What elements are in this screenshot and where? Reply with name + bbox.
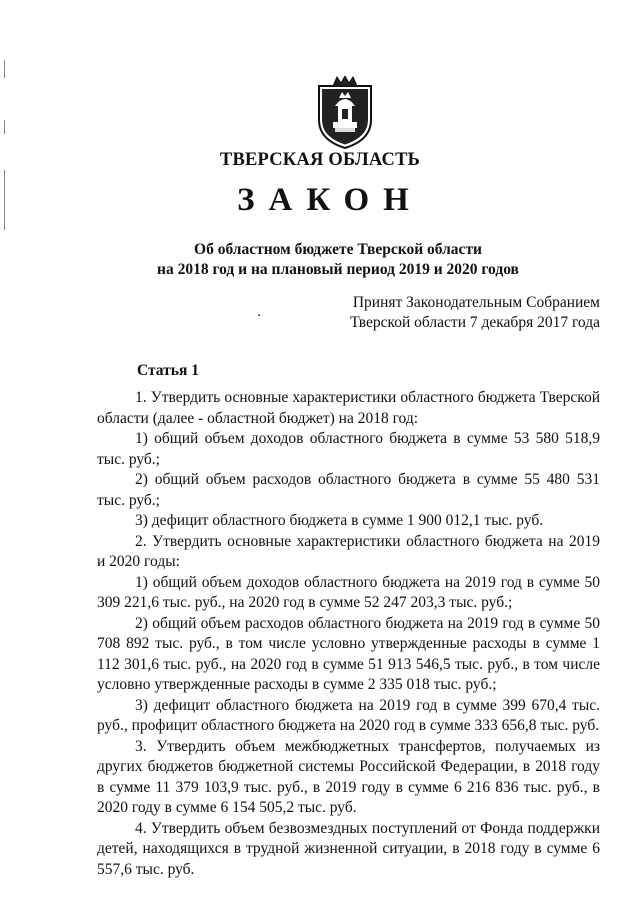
article-heading: Статья 1 [137,362,199,379]
law-subject-line-1: Об областном бюджете Тверской области [194,241,482,258]
article-paragraph: 1) общий объем доходов областного бюджета на 2019 год в сумме 50 309 221,6 тыс. руб., на 2020 год в сумме 52 247 203,3 тыс. руб.; [97,573,600,611]
scan-speck [258,314,260,316]
article-paragraph: 2) общий объем расходов областного бюджета в сумме 55 480 531 тыс. руб.; [97,471,600,509]
article-paragraph: 1. Утвердить основные характеристики областного бюджета Тверской области (далее - областной бюджет) на 2018 год: [97,389,600,427]
document-type-title: ЗАКОН [237,182,423,218]
law-subject [0,240,640,280]
article-paragraph: 4. Утвердить объем безвозмездных поступлений от Фонда поддержки детей, находящихся в трудной жизненной ситуации, в 2018 году в сумме 6 557,6 тыс. руб. [97,819,600,878]
article-paragraph: 2. Утвердить основные характеристики областного бюджета на 2019 и 2020 годы: [97,532,600,570]
tver-coat-of-arms-icon [315,76,375,150]
article-paragraph: 3) дефицит областного бюджета в сумме 1 900 012,1 тыс. руб. [135,512,544,529]
adoption-note-line-2: Тверской области 7 декабря 2017 года [350,314,600,331]
adoption-note-line-1: Принят Законодательным Собранием [352,294,600,311]
article-paragraph: 1) общий объем доходов областного бюджета в сумме 53 580 518,9 тыс. руб.; [97,430,600,468]
adoption-note [350,293,600,333]
law-subject-line-2: на 2018 год и на плановый период 2019 и 2020 годов [157,261,519,278]
region-name: ТВЕРСКАЯ ОБЛАСТЬ [219,150,421,170]
article-body [97,388,600,880]
article-paragraph: 3. Утвердить объем межбюджетных трансфертов, получаемых из других бюджетов бюджетной системы Российской Федерации, в 2018 году в сумме 11 379 103,9 тыс. руб., в 2019 году в сумме 6 216 836 тыс. руб., в 2020 году в сумме 6 154 505,2 тыс. руб. [97,737,600,816]
article-paragraph: 3) дефицит областного бюджета на 2019 год в сумме 399 670,4 тыс. руб., профицит областного бюджета на 2020 год в сумме 333 656,8 тыс. руб. [97,696,600,734]
article-paragraph: 2) общий объем расходов областного бюджета на 2019 год в сумме 50 708 892 тыс. руб., в том числе условно утвержденные расходы в сумме 1 112 301,6 тыс. руб., на 2020 год в сумме 51 913 546,5 тыс. руб., в том числе условно утвержденные расходы в сумме 2 335 018 тыс. руб.; [97,614,600,693]
